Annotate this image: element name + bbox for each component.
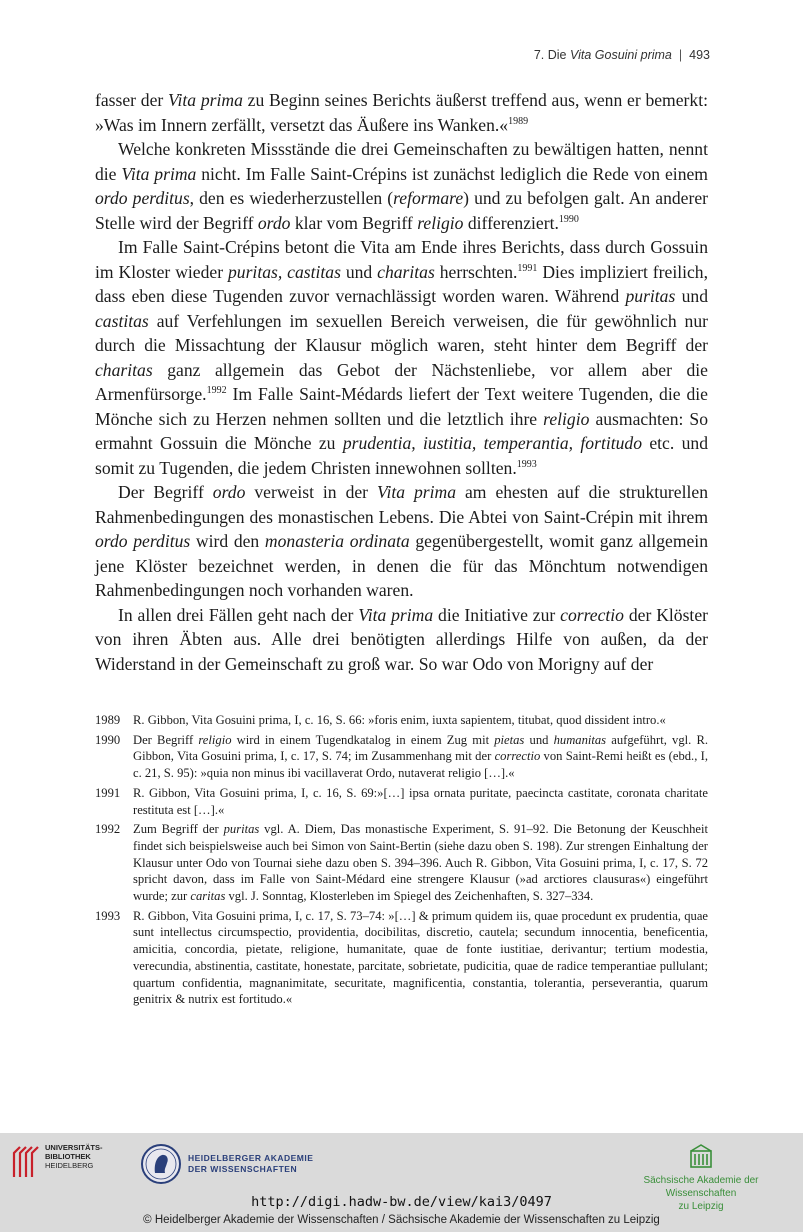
footnote-ref[interactable]: 1993 bbox=[516, 458, 537, 470]
ub-name-line3: HEIDELBERG bbox=[45, 1161, 94, 1170]
paragraph: Im Falle Saint-Crépins betont die Vita am Ende ihres Berichts, dass durch Gossuin im Kloster wieder puritas, castitas und charitas herrschten.$^{1991}$ Dies impliziert freilich, dass eben diese Tugenden zuvor vernachlässigt worden waren. Während puritas und castitas auf Verfehlungen im sexuellen Bereich verweisen, die für gewöhnlich nur durch die Missachtung der Klausur möglich waren, steht hinter dem Begriff der charitas ganz allgemein das Gebot der Nächstenliebe, vor allem aber die Armenfürsorge.$^{1992}$ Im Falle Saint-Médards liefert der Text weitere Tugenden, die die Mönche sich zu Herzen nehmen sollten und die letztlich ihre religio ausmachten: So ermahnt Gossuin die Mönche zu prudentia, iustitia, temperantia, fortitudo etc. und somit zu Tugenden, die jedem Christen innewohnen sollten.$^{1993}$ bbox=[95, 237, 708, 478]
footnote-number: 1989 bbox=[95, 713, 121, 727]
footnote-number: 1990 bbox=[95, 732, 121, 747]
hadw-logo[interactable] bbox=[140, 1143, 313, 1185]
library-logo-icon bbox=[11, 1143, 41, 1179]
footnote bbox=[95, 732, 708, 782]
paragraph: fasser der Vita prima zu Beginn seines Berichts äußerst treffend aus, wenn er bemerkt: »Was im Innern zerfällt, versetzt das Äußere ins Wanken.«$^{1989}$ bbox=[95, 90, 708, 135]
saxon-academy-building-icon bbox=[690, 1143, 712, 1169]
footnote bbox=[95, 712, 708, 729]
copyright-notice: © Heidelberger Akademie der Wissenschaften / Sächsische Akademie der Wissenschaften zu Leipzig bbox=[143, 1214, 660, 1226]
footnote bbox=[95, 908, 708, 1008]
footnote-text: R. Gibbon, Vita Gosuini prima, I, c. 16, S. 69:»[…] ipsa ornata puritate, paecincta castitate, coronata charitate restituta est […].« bbox=[133, 785, 708, 817]
saw-name-line2: zu Leipzig bbox=[678, 1201, 724, 1212]
footnote-text: Der Begriff religio wird in einem Tugendkatalog in einem Zug mit pietas und humanitas aufgeführt, vgl. R. Gibbon, Vita Gosuini prima, I, c. 17, S. 74; im Zusammenhang mit der correctio von Saint-Remi heißt es (ebd., I, c. 21, S. 95): »quia non minus ibi vacillaverat Ordo, nutaverat religio […].« bbox=[133, 732, 708, 781]
paragraph: In allen drei Fällen geht nach der Vita prima die Initiative zur correctio der Klöster von ihren Äbten aus. Alle drei benötigten allerdings Hilfe von außen, da der Widerstand in der Gemeinschaft zu groß war. So war Odo von Morigny auf der bbox=[95, 604, 708, 674]
body-text bbox=[95, 88, 708, 676]
running-header bbox=[534, 48, 710, 62]
footnote-number: 1993 bbox=[95, 908, 121, 923]
footnote bbox=[95, 821, 708, 905]
footnote-ref[interactable]: 1989 bbox=[508, 115, 529, 127]
header-separator: | bbox=[678, 48, 683, 62]
paragraph: Der Begriff ordo verweist in der Vita prima am ehesten auf die strukturellen Rahmenbedingungen des monastischen Lebens. Die Abtei von Saint-Crépin mit ihrem ordo perditus wird den monasteria ordinata gegenübergestellt, womit ganz allgemein jene Klöster bezeichnet werden, in denen die für das Mönchtum notwendigen Rahmenbedingungen noch vorhanden waren. bbox=[95, 482, 708, 600]
footnote-number: 1992 bbox=[95, 822, 121, 837]
ub-name-line2: BIBLIOTHEK bbox=[45, 1152, 91, 1161]
hadw-name-line1: HEIDELBERGER AKADEMIE bbox=[188, 1153, 314, 1163]
paragraph: Welche konkreten Missstände die drei Gemeinschaften zu bewältigen hatten, nennt die Vita prima nicht. Im Falle Saint-Crépins ist zunächst lediglich die Rede von einem ordo perditus, den es wiederherzustellen (reformare) und zu befolgen galt. An anderer Stelle wird der Begriff ordo klar vom Begriff religio differenziert.$^{1990}$ bbox=[95, 139, 708, 233]
chapter-label: 7. Die bbox=[533, 48, 570, 62]
hadw-name-line2: DER WISSENSCHAFTEN bbox=[188, 1164, 298, 1174]
academy-seal-icon bbox=[140, 1143, 182, 1185]
saw-name-line1: Sächsische Akademie der Wissenschaften bbox=[643, 1175, 759, 1199]
footnote-ref[interactable]: 1992 bbox=[206, 385, 227, 397]
page-number: 493 bbox=[689, 48, 710, 62]
footnotes bbox=[95, 712, 708, 1011]
footnote-text: Zum Begriff der puritas vgl. A. Diem, Das monastische Experiment, S. 91–92. Die Betonung der Keuschheit findet sich beispielsweise auch bei Simon von Saint-Bertin (siehe dazu oben S. 198). Zur strengen Einhaltung der Klausur unter Odo von Tournai siehe dazu oben S. 394–396. Auch R. Gibbon, Vita Gosuini prima, I, c. 17, S. 72 spricht davon, dass im Falle von Saint-Médard eine strengere Klausur (»ad arctiores clausuras«) eingeführt wurde; zur caritas vgl. J. Sonntag, Klosterleben im Spiegel des Zeichenhaften, S. 327–334. bbox=[133, 822, 709, 904]
footnote bbox=[95, 785, 708, 818]
chapter-title: Vita Gosuini prima bbox=[569, 48, 672, 62]
footnote-text: R. Gibbon, Vita Gosuini prima, I, c. 17, S. 73–74: »[…] & primum quidem iis, quae procedunt ex prudentia, quae sunt intellectus circumspectio, providentia, docibilitas, discretio, cautela; secundum innocentia, beneficentia, amicitia, concordia, pietate, religione, humanitate, quae de fonte iustitiae, derivantur; tertium modestia, verecundia, abstinentia, castitate, honestate, parcitate, sobrietate, pudicitia, quae de radice temperantiae pullulant; quartum confidentia, magnanimitate, securitate, magnificentia, constantia, tolerantia, perseverantia, quarum genitrix & nutrix est fortitudo.« bbox=[133, 908, 708, 1007]
footnote-ref[interactable]: 1990 bbox=[558, 213, 579, 225]
footnote-text: R. Gibbon, Vita Gosuini prima, I, c. 16, S. 66: »foris enim, iuxta sapientem, titubat, quod dissident intro.« bbox=[133, 713, 666, 727]
footnote-ref[interactable]: 1991 bbox=[517, 262, 538, 274]
ub-name-line1: UNIVERSITÄTS- bbox=[45, 1143, 103, 1152]
source-url[interactable]: http://digi.hadw-bw.de/view/kai3/0497 bbox=[251, 1194, 552, 1210]
footnote-number: 1991 bbox=[95, 785, 121, 800]
ub-heidelberg-logo[interactable] bbox=[11, 1143, 103, 1179]
